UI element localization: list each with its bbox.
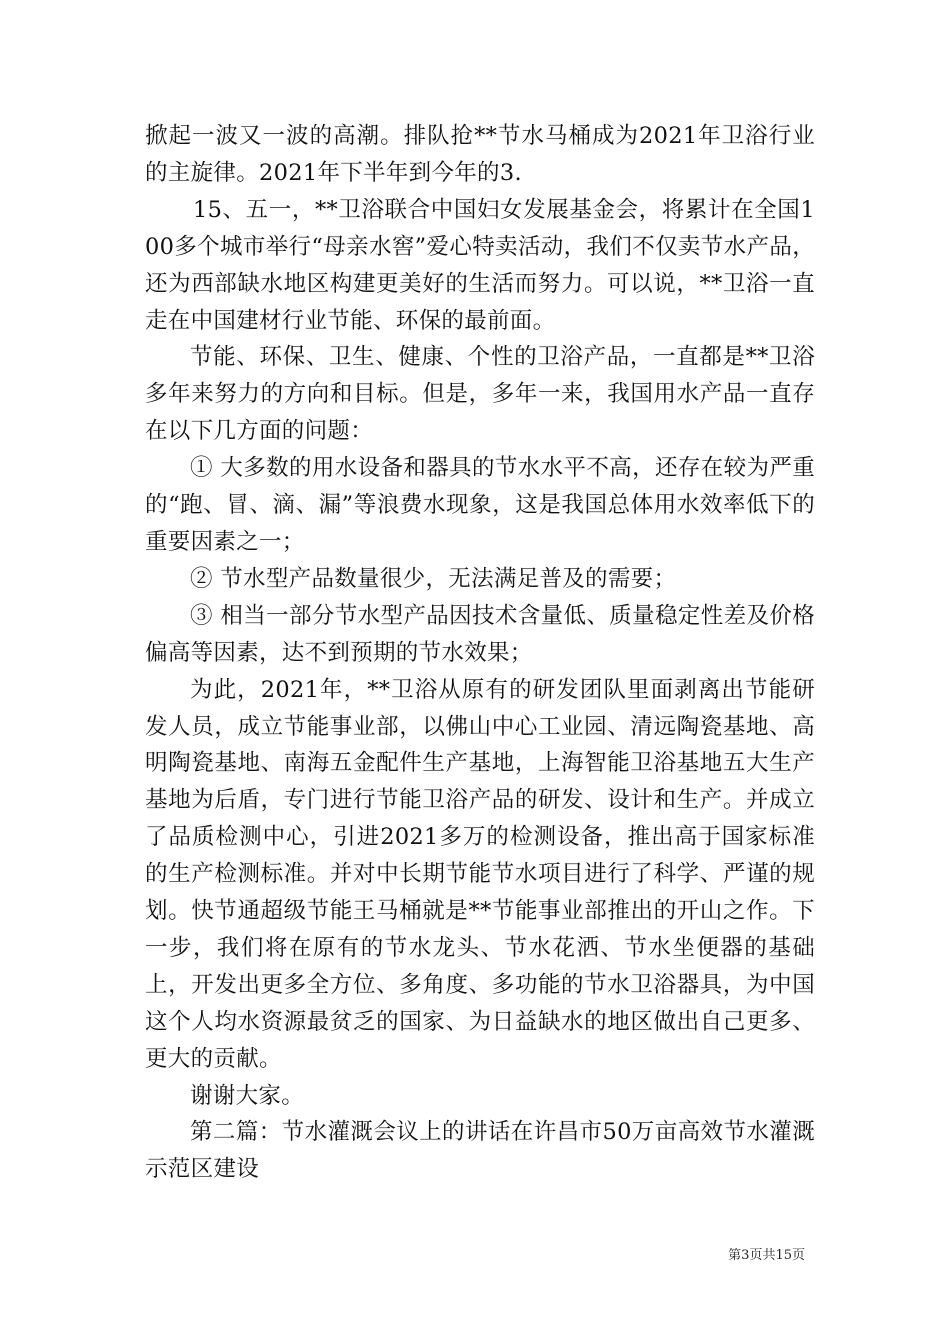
section-heading: 第二篇：节水灌溉会议上的讲话在许昌市50万亩高效节水灌溉示范区建设 <box>145 1119 815 1183</box>
list-item-1: ① 大多数的用水设备和器具的节水水平不高，还存在较为严重的“跑、冒、滴、漏”等浪费水现象，这是我国总体用水效率低下的重要因素之一； <box>145 455 815 555</box>
paragraph-3: 节能、环保、卫生、健康、个性的卫浴产品，一直都是**卫浴多年来努力的方向和目标。但是，多年一来，我国用水产品一直存在以下几方面的问题： <box>145 344 815 445</box>
list-item-2: ② 节水型产品数量很少，无法满足普及的需要； <box>190 565 677 592</box>
paragraph-2: 15、五一，**卫浴联合中国妇女发展基金会，将累计在全国100多个城市举行“母亲水窖”爱心特卖活动，我们不仅卖节水产品，还为西部缺水地区构建更美好的生活而努力。可以说，**卫浴一直走在中国建材行业节能、环保的最前面。 <box>145 196 815 334</box>
closing-thanks: 谢谢大家。 <box>190 1082 305 1109</box>
paragraph-4: 为此，2021年，**卫浴从原有的研发团队里面剥离出节能研发人员，成立节能事业部，以佛山中心工业园、清远陶瓷基地、高明陶瓷基地、南海五金配件生产基地，上海智能卫浴基地五大生产基地为后盾，专门进行节能卫浴产品的研发、设计和生产。并成立了品质检测中心，引进2021多万的检测设备，推出高于国家标准的生产检测标准。并对中长期节能节水项目进行了科学、严谨的规划。快节通超级节能王马桶就是**节能事业部推出的开山之作。下一步，我们将在原有的节水龙头、节水花洒、节水坐便器的基础上，开发出更多全方位、多角度、多功能的节水卫浴器具，为中国这个人均水资源最贫乏的国家、为日益缺水的地区做出自己更多、更大的贡献。 <box>145 676 815 1072</box>
paragraph-1: 掀起一波又一波的高潮。排队抢**节水马桶成为2021年卫浴行业的主旋律。2021年下半年到今年的3. <box>145 123 815 186</box>
document-body <box>145 118 815 1188</box>
list-item-3: ③ 相当一部分节水型产品因技术含量低、质量稳定性差及价格偏高等因素，达不到预期的节水效果； <box>145 602 815 666</box>
page-number-footer: 第3页共15页 <box>728 1248 805 1263</box>
